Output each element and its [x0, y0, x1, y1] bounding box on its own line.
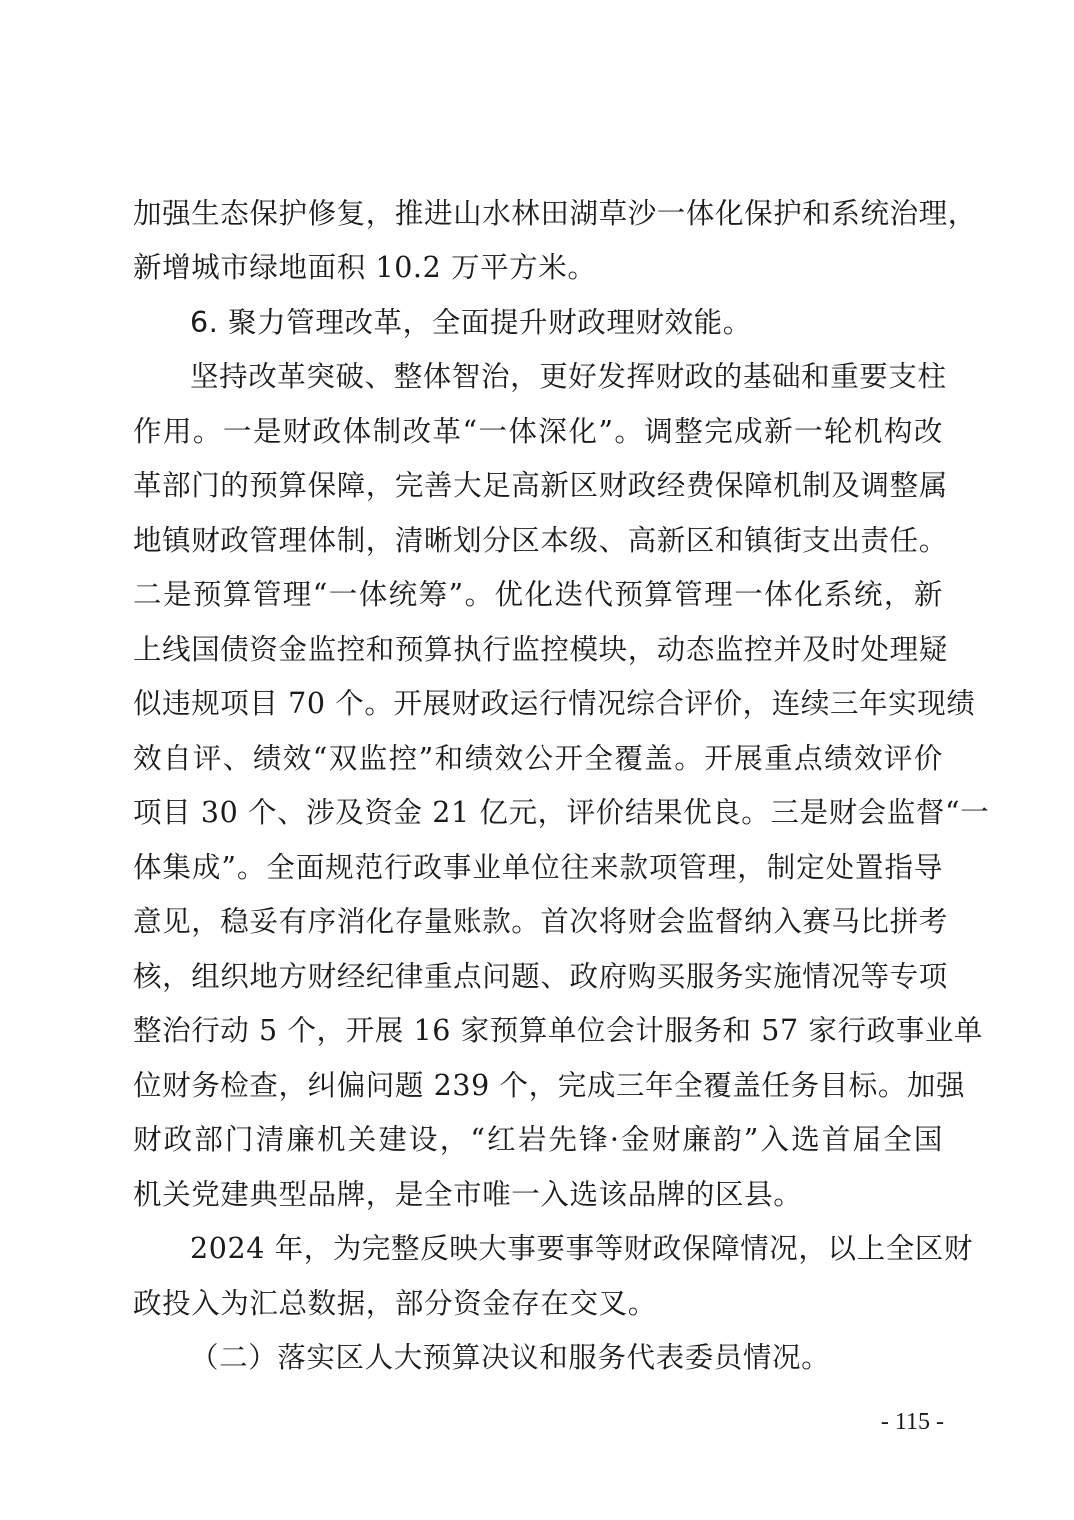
- body-line: 加强生态保护修复，推进山水林田湖草沙一体化保护和系统治理，: [133, 197, 977, 230]
- body-line: 作用。一是财政体制改革“一体深化”。调整完成新一轮机构改: [133, 415, 943, 448]
- body-line: 新增城市绿地面积 10.2 万平方米。: [133, 251, 597, 284]
- body-line: 财政部门清廉机关建设，“红岩先锋·金财廉韵”入选首届全国: [133, 1123, 943, 1156]
- body-line: 2024 年，为完整反映大事要事等财政保障情况，以上全区财: [190, 1232, 973, 1265]
- section-heading: （二）落实区人大预算决议和服务代表委员情况。: [190, 1341, 831, 1374]
- body-line: 整治行动 5 个，开展 16 家预算单位会计服务和 57 家行政事业单: [133, 1014, 984, 1047]
- body-line: 位财务检查，纠偏问题 239 个，完成三年全覆盖任务目标。加强: [133, 1069, 966, 1102]
- body-line: 似违规项目 70 个。开展财政运行情况综合评价，连续三年实现绩: [133, 687, 976, 720]
- body-line: 体集成”。全面规范行政事业单位往来款项管理，制定处置指导: [133, 851, 943, 884]
- section-heading: 6. 聚力管理改革，全面提升财政理财效能。: [190, 306, 752, 339]
- body-line: 上线国债资金监控和预算执行监控模块，动态监控并及时处理疑: [133, 633, 948, 666]
- body-line: 坚持改革突破、整体智治，更好发挥财政的基础和重要支柱: [190, 360, 947, 393]
- body-line: 地镇财政管理体制，清晰划分区本级、高新区和镇街支出责任。: [133, 524, 948, 557]
- body-line: 效自评、绩效“双监控”和绩效公开全覆盖。开展重点绩效评价: [133, 742, 943, 775]
- page-number: - 115 -: [880, 1409, 944, 1435]
- body-line: 二是预算管理“一体统筹”。优化迭代预算管理一体化系统，新: [133, 578, 943, 611]
- body-line: 机关党建典型品牌，是全市唯一入选该品牌的区县。: [133, 1178, 803, 1211]
- body-line: 政投入为汇总数据，部分资金存在交叉。: [133, 1287, 657, 1320]
- body-line: 项目 30 个、涉及资金 21 亿元，评价结果优良。三是财会监督“一: [133, 796, 990, 829]
- body-line: 意见，稳妥有序消化存量账款。首次将财会监督纳入赛马比拼考: [133, 905, 948, 938]
- body-line: 核，组织地方财经纪律重点问题、政府购买服务实施情况等专项: [133, 960, 948, 993]
- body-line: 革部门的预算保障，完善大足高新区财政经费保障机制及调整属: [133, 469, 948, 502]
